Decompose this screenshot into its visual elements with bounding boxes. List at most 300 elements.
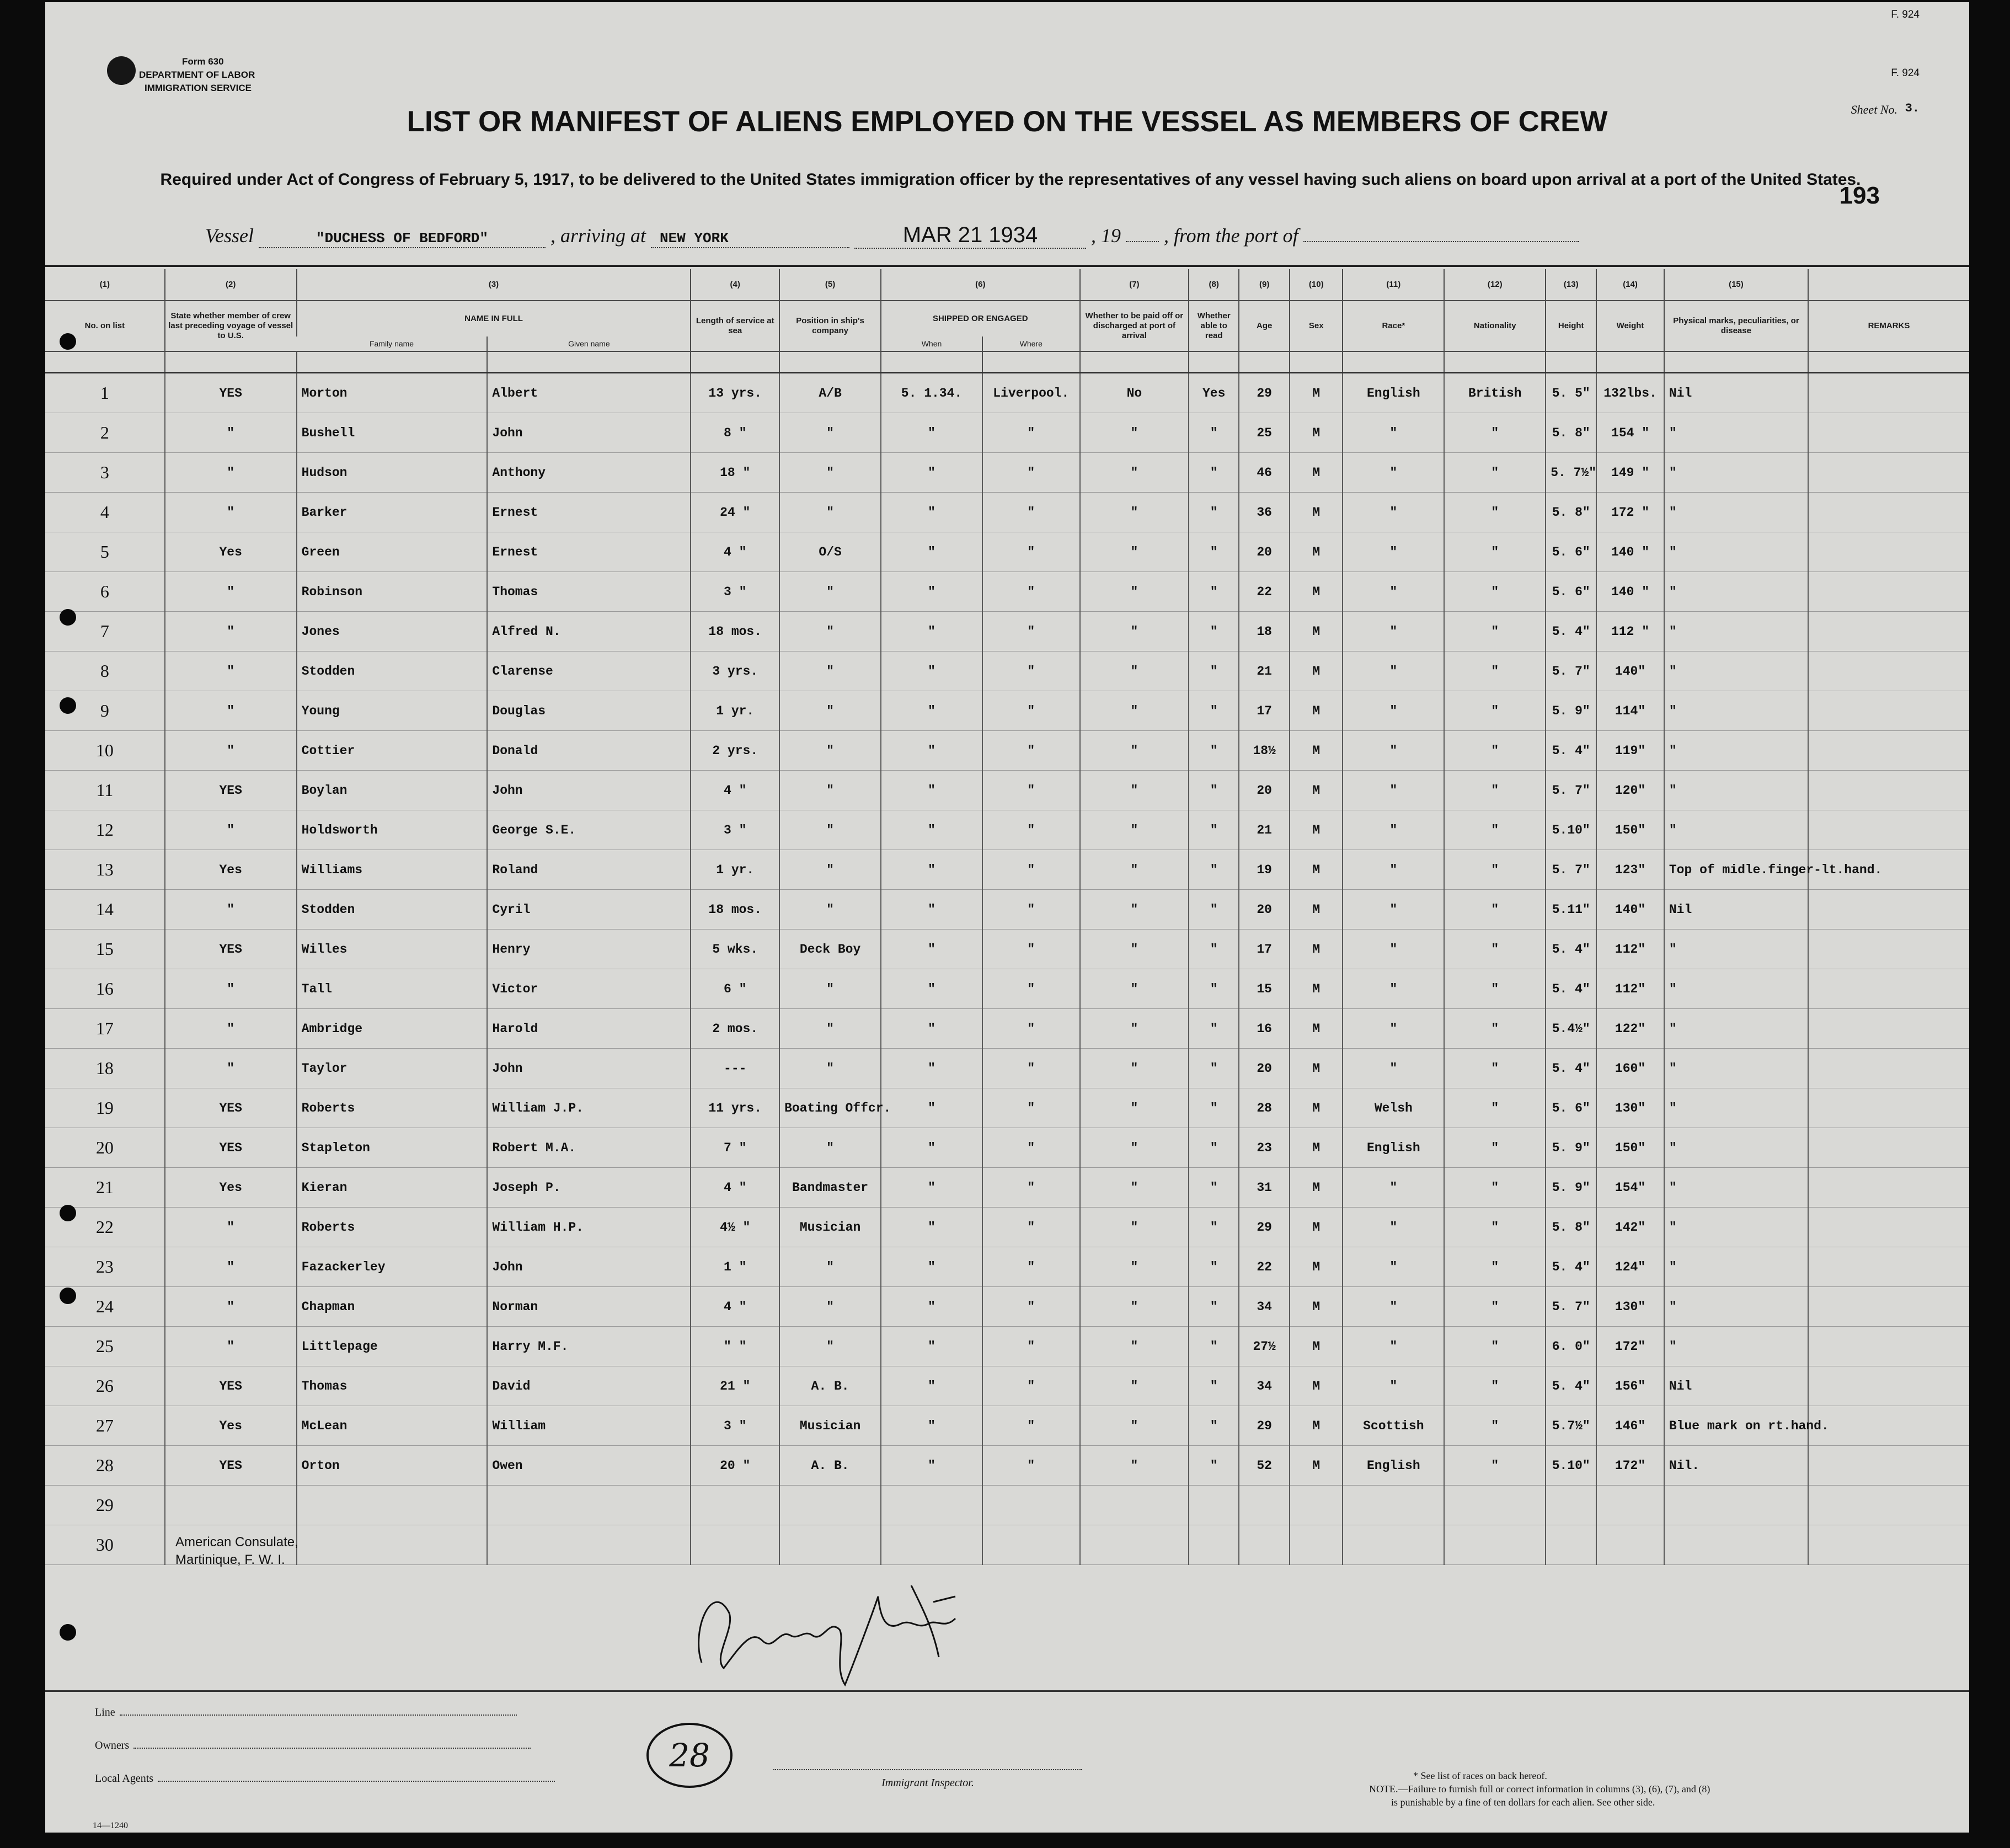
physical-marks-cell: " [1664, 1327, 1808, 1366]
nationality-cell: " [1444, 1128, 1546, 1168]
nationality-cell: " [1444, 691, 1546, 731]
age-cell: 22 [1239, 572, 1290, 612]
nationality-cell: " [1444, 651, 1546, 691]
race-cell: " [1343, 413, 1444, 453]
table-row [45, 1168, 1969, 1208]
row-number-cell: 22 [45, 1208, 165, 1247]
nationality-cell: " [1444, 1366, 1546, 1406]
able-to-read-cell: " [1189, 1049, 1239, 1088]
binder-hole [60, 1205, 76, 1221]
vessel-label: Vessel [205, 225, 254, 247]
shipped-when-cell: " [881, 453, 982, 493]
nationality-cell: " [1444, 1406, 1546, 1446]
race-cell: English [1343, 373, 1444, 413]
able-to-read-cell: " [1189, 413, 1239, 453]
family-name-cell: Morton [297, 373, 488, 413]
shipped-where-cell: " [982, 493, 1080, 532]
previous-voyage-cell: YES [165, 771, 297, 810]
physical-marks-cell: " [1664, 1128, 1808, 1168]
header-no-on-list: No. on list [45, 301, 165, 351]
height-cell: 5. 4" [1546, 1247, 1596, 1287]
shipped-where-cell: " [982, 1366, 1080, 1406]
spacer-cell [1808, 351, 1969, 373]
sex-cell [1290, 1486, 1343, 1525]
stamp-number: 193 [1839, 182, 1880, 209]
age-cell: 20 [1239, 1049, 1290, 1088]
row-number-cell: 25 [45, 1327, 165, 1366]
remarks-cell [1808, 1287, 1969, 1327]
nationality-cell: " [1444, 930, 1546, 969]
given-name-cell: Donald [487, 731, 691, 771]
race-cell: " [1343, 1009, 1444, 1049]
position-cell: " [779, 651, 881, 691]
race-cell: " [1343, 1327, 1444, 1366]
position-cell [779, 1486, 881, 1525]
shipped-where-cell: " [982, 850, 1080, 890]
spacer-cell [982, 351, 1080, 373]
weight-cell: 112 " [1596, 612, 1664, 651]
footer-line-text: Line [95, 1706, 115, 1718]
shipped-where-cell: " [982, 810, 1080, 850]
paid-off-cell: " [1080, 1088, 1189, 1128]
height-cell: 5.7½" [1546, 1406, 1596, 1446]
shipped-where-cell: " [982, 413, 1080, 453]
shipped-when-cell: " [881, 1366, 982, 1406]
race-cell: " [1343, 1247, 1444, 1287]
length-of-service-cell: 21 " [691, 1366, 779, 1406]
header-name-in-full: NAME IN FULL [297, 301, 691, 337]
height-cell: 6. 0" [1546, 1327, 1596, 1366]
table-row [45, 373, 1969, 413]
sex-cell: M [1290, 612, 1343, 651]
race-cell: " [1343, 890, 1444, 930]
height-cell: 5. 7" [1546, 651, 1596, 691]
able-to-read-cell: " [1189, 850, 1239, 890]
previous-voyage-cell: " [165, 493, 297, 532]
position-cell: Boating Offcr. [779, 1088, 881, 1128]
row-number-cell: 7 [45, 612, 165, 651]
arriving-label: , arriving at [550, 225, 646, 247]
given-name-cell [487, 1486, 691, 1525]
race-cell: English [1343, 1128, 1444, 1168]
footer-owners-text: Owners [95, 1739, 130, 1751]
race-cell: " [1343, 1168, 1444, 1208]
given-name-cell: Owen [487, 1446, 691, 1486]
able-to-read-cell [1189, 1525, 1239, 1565]
age-cell: 16 [1239, 1009, 1290, 1049]
race-cell: " [1343, 453, 1444, 493]
weight-cell: 142" [1596, 1208, 1664, 1247]
weight-cell: 112" [1596, 930, 1664, 969]
age-cell: 34 [1239, 1287, 1290, 1327]
row-number-cell: 29 [45, 1486, 165, 1525]
header-sex: Sex [1290, 301, 1343, 351]
height-cell: 5. 6" [1546, 532, 1596, 572]
family-name-cell: Roberts [297, 1208, 488, 1247]
given-name-cell: Thomas [487, 572, 691, 612]
family-name-cell: Roberts [297, 1088, 488, 1128]
table-row [45, 612, 1969, 651]
age-cell: 15 [1239, 969, 1290, 1009]
binder-hole [60, 333, 76, 350]
paid-off-cell: " [1080, 1366, 1189, 1406]
spacer-cell [487, 351, 691, 373]
weight-cell: 140" [1596, 651, 1664, 691]
shipped-where-cell: " [982, 1088, 1080, 1128]
shipped-when-cell: " [881, 572, 982, 612]
physical-marks-cell: " [1664, 1009, 1808, 1049]
previous-voyage-cell: " [165, 1049, 297, 1088]
height-cell: 5. 6" [1546, 1088, 1596, 1128]
previous-voyage-cell: " [165, 810, 297, 850]
sex-cell: M [1290, 651, 1343, 691]
remarks-cell [1808, 453, 1969, 493]
able-to-read-cell [1189, 1486, 1239, 1525]
family-name-cell: McLean [297, 1406, 488, 1446]
physical-marks-cell: Nil [1664, 890, 1808, 930]
physical-marks-cell: " [1664, 1088, 1808, 1128]
given-name-cell: Harold [487, 1009, 691, 1049]
height-cell: 5. 7½" [1546, 453, 1596, 493]
race-cell: " [1343, 493, 1444, 532]
sex-cell: M [1290, 1406, 1343, 1446]
previous-voyage-cell: " [165, 1208, 297, 1247]
age-cell [1239, 1525, 1290, 1565]
shipped-where-cell: " [982, 453, 1080, 493]
col-number-9: (9) [1239, 269, 1290, 301]
sex-cell: M [1290, 850, 1343, 890]
sex-cell: M [1290, 1208, 1343, 1247]
footer-line-label [95, 1706, 517, 1719]
remarks-cell [1808, 1208, 1969, 1247]
able-to-read-cell: " [1189, 930, 1239, 969]
table-row [45, 1009, 1969, 1049]
given-name-cell: Victor [487, 969, 691, 1009]
sex-cell: M [1290, 1168, 1343, 1208]
col-number-1: (1) [99, 280, 110, 289]
remarks-cell [1808, 612, 1969, 651]
table-row [45, 691, 1969, 731]
remarks-cell [1808, 532, 1969, 572]
col-number-10: (10) [1290, 269, 1343, 301]
family-name-cell: Thomas [297, 1366, 488, 1406]
length-of-service-cell: 3 " [691, 572, 779, 612]
height-cell: 5. 7" [1546, 771, 1596, 810]
physical-marks-cell: " [1664, 453, 1808, 493]
given-name-cell: Ernest [487, 493, 691, 532]
weight-cell: 156" [1596, 1366, 1664, 1406]
service-name: IMMIGRATION SERVICE [145, 83, 252, 93]
spacer-cell [45, 351, 165, 373]
height-cell: 5. 4" [1546, 1049, 1596, 1088]
physical-marks-cell: " [1664, 612, 1808, 651]
physical-marks-cell: " [1664, 651, 1808, 691]
able-to-read-cell: " [1189, 1327, 1239, 1366]
col-number-12: (12) [1444, 269, 1546, 301]
row-number-cell: 1 [45, 373, 165, 413]
family-name-cell: Hudson [297, 453, 488, 493]
previous-voyage-cell: " [165, 890, 297, 930]
weight-cell: 150" [1596, 1128, 1664, 1168]
year-label: , 19 [1091, 225, 1121, 247]
binder-hole [60, 1624, 76, 1641]
note-line-2: is punishable by a fine of ten dollars for each alien. See other side. [1391, 1797, 1655, 1808]
row-number-cell: 15 [45, 930, 165, 969]
remarks-cell [1808, 1247, 1969, 1287]
length-of-service-cell: 3 " [691, 810, 779, 850]
shipped-when-cell [881, 1486, 982, 1525]
sex-cell: M [1290, 1088, 1343, 1128]
physical-marks-cell: " [1664, 1247, 1808, 1287]
table-row [45, 1486, 1969, 1525]
family-name-cell: Cottier [297, 731, 488, 771]
shipped-when-cell: " [881, 969, 982, 1009]
table-row [45, 453, 1969, 493]
row-number-cell: 23 [45, 1247, 165, 1287]
length-of-service-cell: 18 mos. [691, 890, 779, 930]
height-cell: 5.11" [1546, 890, 1596, 930]
row-number-cell: 5 [45, 532, 165, 572]
race-cell: " [1343, 612, 1444, 651]
weight-cell: 149 " [1596, 453, 1664, 493]
height-cell: 5. 6" [1546, 572, 1596, 612]
previous-voyage-cell: Yes [165, 1406, 297, 1446]
shipped-when-cell: " [881, 930, 982, 969]
department-name: DEPARTMENT OF LABOR [139, 70, 255, 80]
family-name-cell: Young [297, 691, 488, 731]
from-port-label: , from the port of [1164, 225, 1298, 247]
shipped-when-cell: " [881, 532, 982, 572]
previous-voyage-cell: " [165, 1327, 297, 1366]
position-cell: Bandmaster [779, 1168, 881, 1208]
able-to-read-cell: " [1189, 651, 1239, 691]
nationality-cell: " [1444, 453, 1546, 493]
sex-cell: M [1290, 731, 1343, 771]
weight-cell: 172" [1596, 1446, 1664, 1486]
table-row [45, 771, 1969, 810]
vessel-line [205, 223, 1579, 249]
age-cell: 20 [1239, 771, 1290, 810]
shipped-when-cell: " [881, 850, 982, 890]
able-to-read-cell: " [1189, 1088, 1239, 1128]
able-to-read-cell: " [1189, 1208, 1239, 1247]
nationality-cell: " [1444, 1287, 1546, 1327]
shipped-when-cell: " [881, 1446, 982, 1486]
row-number-cell: 12 [45, 810, 165, 850]
binder-hole [60, 1288, 76, 1304]
length-of-service-cell: 4½ " [691, 1208, 779, 1247]
physical-marks-cell: " [1664, 930, 1808, 969]
nationality-cell: " [1444, 1247, 1546, 1287]
height-cell: 5. 8" [1546, 493, 1596, 532]
shipped-where-cell: " [982, 1247, 1080, 1287]
header-remarks: REMARKS [1808, 301, 1969, 351]
length-of-service-cell: 4 " [691, 1287, 779, 1327]
nationality-cell: " [1444, 572, 1546, 612]
sex-cell: M [1290, 413, 1343, 453]
paid-off-cell: " [1080, 771, 1189, 810]
nationality-cell: " [1444, 532, 1546, 572]
remarks-cell [1808, 1168, 1969, 1208]
weight-cell: 154" [1596, 1168, 1664, 1208]
given-name-cell: William [487, 1406, 691, 1446]
remarks-cell [1808, 651, 1969, 691]
row-number-cell: 18 [45, 1049, 165, 1088]
paid-off-cell: No [1080, 373, 1189, 413]
physical-marks-cell: " [1664, 731, 1808, 771]
remarks-cell [1808, 572, 1969, 612]
shipped-where-cell: " [982, 969, 1080, 1009]
nationality-cell: " [1444, 1049, 1546, 1088]
immigrant-inspector-label: Immigrant Inspector. [773, 1769, 1082, 1790]
height-cell: 5.10" [1546, 1446, 1596, 1486]
previous-voyage-cell: " [165, 1287, 297, 1327]
race-cell: " [1343, 969, 1444, 1009]
age-cell: 28 [1239, 1088, 1290, 1128]
row-number-cell: 28 [45, 1446, 165, 1486]
header-paid-off: Whether to be paid off or discharged at port of arrival [1080, 301, 1189, 351]
paid-off-cell: " [1080, 1446, 1189, 1486]
nationality-cell: " [1444, 1168, 1546, 1208]
sex-cell: M [1290, 1287, 1343, 1327]
able-to-read-cell: " [1189, 969, 1239, 1009]
shipped-when-cell: " [881, 890, 982, 930]
sex-cell: M [1290, 453, 1343, 493]
age-cell: 20 [1239, 890, 1290, 930]
race-cell: " [1343, 731, 1444, 771]
able-to-read-cell: " [1189, 1168, 1239, 1208]
table-row [45, 1049, 1969, 1088]
height-cell: 5. 9" [1546, 1128, 1596, 1168]
family-name-cell: Taylor [297, 1049, 488, 1088]
able-to-read-cell: " [1189, 1446, 1239, 1486]
table-row [45, 1208, 1969, 1247]
shipped-where-cell: " [982, 691, 1080, 731]
sex-cell: M [1290, 493, 1343, 532]
paid-off-cell: " [1080, 1009, 1189, 1049]
paid-off-cell: " [1080, 1287, 1189, 1327]
position-cell: O/S [779, 532, 881, 572]
family-name-cell: Willes [297, 930, 488, 969]
position-cell: Musician [779, 1406, 881, 1446]
given-name-cell: John [487, 413, 691, 453]
remarks-cell [1808, 1088, 1969, 1128]
shipped-when-cell: " [881, 691, 982, 731]
footer-agents-text: Local Agents [95, 1772, 154, 1785]
table-row [45, 1247, 1969, 1287]
paid-off-cell: " [1080, 1406, 1189, 1446]
age-cell: 18 [1239, 612, 1290, 651]
remarks-cell [1808, 493, 1969, 532]
shipped-when-cell: " [881, 1128, 982, 1168]
header-family-name: Family name [297, 337, 488, 351]
sheet-label: Sheet No. [1851, 103, 1897, 116]
shipped-when-cell: " [881, 810, 982, 850]
inspector-signature [680, 1547, 966, 1690]
shipped-where-cell: " [982, 1128, 1080, 1168]
shipped-where-cell: " [982, 1168, 1080, 1208]
length-of-service-cell: 13 yrs. [691, 373, 779, 413]
weight-cell: 123" [1596, 850, 1664, 890]
race-cell [1343, 1525, 1444, 1565]
able-to-read-cell: Yes [1189, 373, 1239, 413]
given-name-cell: Joseph P. [487, 1168, 691, 1208]
consulate-line-2: Martinique, F. W. I. [175, 1552, 285, 1567]
position-cell: " [779, 453, 881, 493]
able-to-read-cell: " [1189, 1366, 1239, 1406]
spacer-cell [1546, 351, 1596, 373]
vessel-name: "DUCHESS OF BEDFORD" [316, 230, 489, 247]
height-cell [1546, 1525, 1596, 1565]
shipped-when-cell: " [881, 651, 982, 691]
sex-cell: M [1290, 1049, 1343, 1088]
age-cell: 17 [1239, 930, 1290, 969]
header-divider [45, 265, 1969, 267]
previous-voyage-cell: " [165, 1247, 297, 1287]
table-row [45, 532, 1969, 572]
race-cell: " [1343, 651, 1444, 691]
row-number-cell: 24 [45, 1287, 165, 1327]
shipped-where-cell: " [982, 771, 1080, 810]
paid-off-cell: " [1080, 930, 1189, 969]
length-of-service-cell: " " [691, 1327, 779, 1366]
weight-cell: 140 " [1596, 572, 1664, 612]
age-cell: 34 [1239, 1366, 1290, 1406]
length-of-service-cell: 20 " [691, 1446, 779, 1486]
paid-off-cell: " [1080, 1208, 1189, 1247]
age-cell: 23 [1239, 1128, 1290, 1168]
physical-marks-cell: " [1664, 493, 1808, 532]
physical-marks-cell: Nil [1664, 1366, 1808, 1406]
paid-off-cell: " [1080, 1128, 1189, 1168]
given-name-cell: David [487, 1366, 691, 1406]
weight-cell: 140 " [1596, 532, 1664, 572]
race-cell: " [1343, 1287, 1444, 1327]
age-cell: 20 [1239, 532, 1290, 572]
sex-cell: M [1290, 810, 1343, 850]
shipped-when-cell: " [881, 1168, 982, 1208]
form-footer [45, 1690, 1969, 1834]
family-name-cell: Chapman [297, 1287, 488, 1327]
remarks-cell [1808, 1446, 1969, 1486]
sex-cell: M [1290, 572, 1343, 612]
position-cell: " [779, 731, 881, 771]
table-row [45, 731, 1969, 771]
weight-cell: 112" [1596, 969, 1664, 1009]
previous-voyage-cell: YES [165, 373, 297, 413]
footer-agents-label [95, 1772, 555, 1785]
consulate-stamp [175, 1534, 298, 1569]
form-code: F. 924 [1891, 67, 1920, 79]
physical-marks-cell: " [1664, 1168, 1808, 1208]
row-number-cell: 16 [45, 969, 165, 1009]
table-row [45, 1128, 1969, 1168]
race-cell: " [1343, 771, 1444, 810]
sex-cell: M [1290, 373, 1343, 413]
spacer-cell [1189, 351, 1239, 373]
physical-marks-cell: " [1664, 1208, 1808, 1247]
age-cell: 22 [1239, 1247, 1290, 1287]
remarks-cell [1808, 1049, 1969, 1088]
paid-off-cell: " [1080, 890, 1189, 930]
able-to-read-cell: " [1189, 771, 1239, 810]
length-of-service-cell: 4 " [691, 771, 779, 810]
family-name-cell: Fazackerley [297, 1247, 488, 1287]
table-row [45, 890, 1969, 930]
note-line-1: NOTE.—Failure to furnish full or correct information in columns (3), (6), (7), and (8) [1369, 1783, 1710, 1794]
previous-voyage-cell: YES [165, 930, 297, 969]
shipped-where-cell: " [982, 532, 1080, 572]
